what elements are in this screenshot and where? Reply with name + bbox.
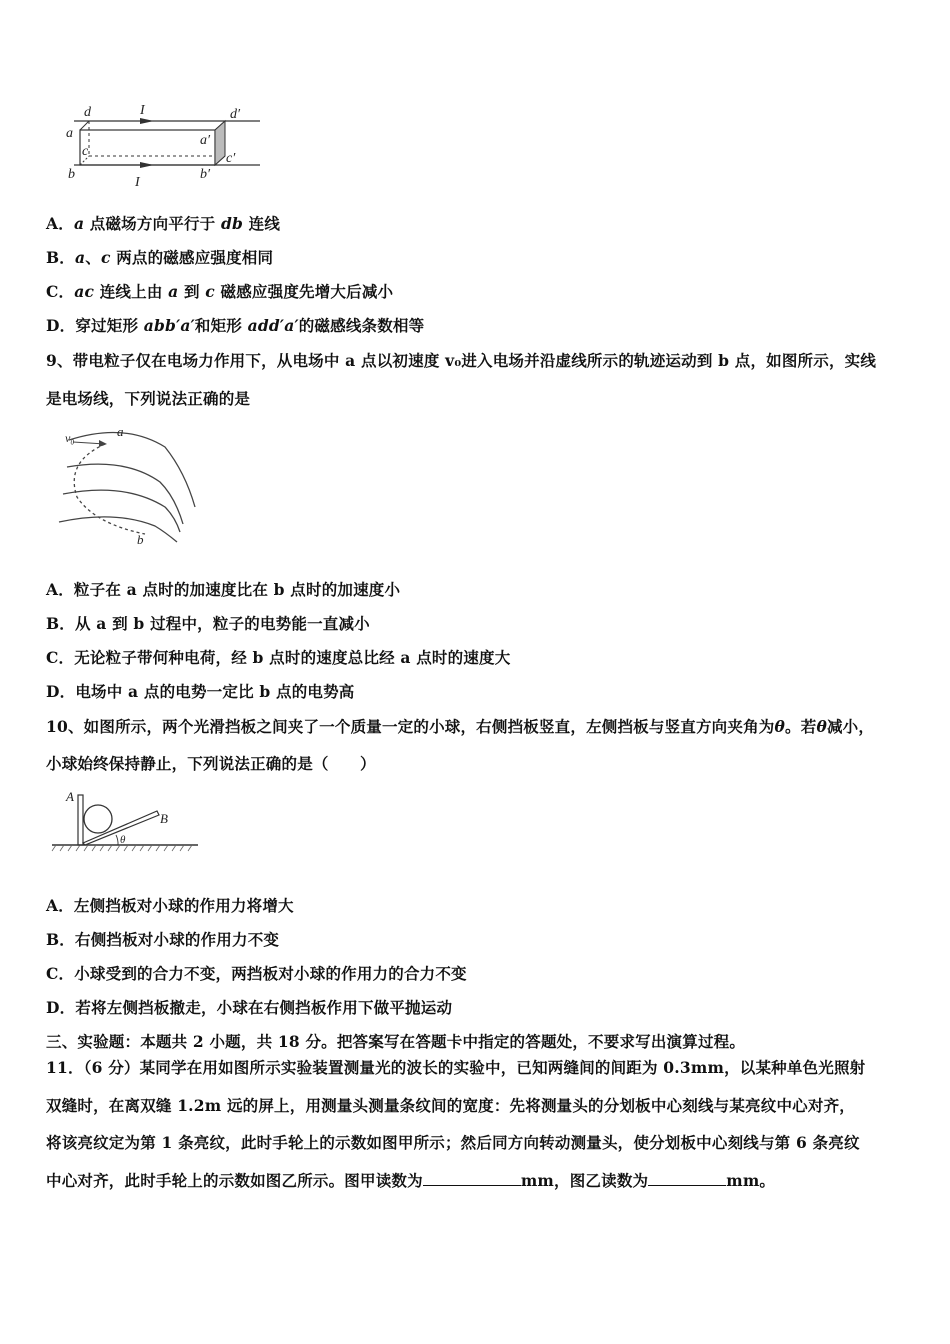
q9-stem-line1: 9、带电粒子仅在电场力作用下，从电场中 a 点以初速度 v₀进入电场并沿虚线所示的轨迹运动到 b 点，如图所示，实线 [46,351,877,370]
q8-label-c-prime: c′ [226,151,236,166]
q8-label-c: c [82,144,89,159]
q8-label-a-prime: a′ [200,133,211,148]
q9-label-v0: v₀ [65,431,75,445]
q8-option-b[interactable]: B．a、c 两点的磁感应强度相同 [46,248,274,267]
q8-label-d-prime: d′ [230,107,241,122]
section3-heading: 三、实验题：本题共 2 小题，共 18 分。把答案写在答题卡中指定的答题处，不要求写出演算过程。 [46,1032,746,1051]
q10-label-theta: θ [120,834,126,846]
q9-figure [55,422,215,552]
q8-label-i-bottom: I [135,175,140,190]
q8-label-b: b [68,167,75,182]
q9-label-b: b [137,532,144,547]
q8-label-i-top: I [140,103,145,118]
q8-option-c[interactable]: C．ac 连线上由 a 到 c 磁感应强度先增大后减小 [46,282,394,301]
q10-option-b[interactable]: B．右侧挡板对小球的作用力不变 [46,930,280,949]
q9-stem-line2: 是电场线，下列说法正确的是 [46,389,251,408]
q9-label-a: a [117,424,124,439]
q10-option-d[interactable]: D．若将左侧挡板撤走，小球在右侧挡板作用下做平抛运动 [46,998,453,1017]
q10-option-a[interactable]: A．左侧挡板对小球的作用力将增大 [46,896,294,915]
q11-line3: 将该亮纹定为第 1 条亮纹，此时手轮上的示数如图甲所示；然后同方向转动测量头，使分划板中心刻线与第 6 条亮纹 [46,1133,860,1152]
q10-option-c[interactable]: C．小球受到的合力不变，两挡板对小球的作用力的合力不变 [46,964,467,983]
q9-option-d[interactable]: D．电场中 a 点的电势一定比 b 点的电势高 [46,682,355,701]
q10-label-a: A [66,789,74,804]
q10-stem-line1: 10、如图所示，两个光滑挡板之间夹了一个质量一定的小球，右侧挡板竖直，左侧挡板与竖直方向夹角为θ。若θ减小， [46,717,875,736]
q9-option-c[interactable]: C．无论粒子带何种电荷，经 b 点时的速度总比经 a 点时的速度大 [46,648,511,667]
q11-answer-blank-1[interactable] [423,1171,521,1186]
q8-label-a: a [66,126,73,141]
q8-label-d: d [84,105,91,120]
q9-option-b[interactable]: B．从 a 到 b 过程中，粒子的电势能一直减小 [46,614,370,633]
q8-figure [60,98,280,193]
q11-answer-blank-2[interactable] [648,1171,726,1186]
q11-line1: 11．（6 分）某同学在用如图所示实验装置测量光的波长的实验中，已知两缝间的间距为 0.3mm，以某种单色光照射 [46,1058,866,1077]
q9-option-a[interactable]: A．粒子在 a 点时的加速度比在 b 点时的加速度小 [46,580,401,599]
q11-line4: 中心对齐，此时手轮上的示数如图乙所示。图甲读数为 mm，图乙读数为 mm。 [46,1171,776,1190]
q10-stem-line2: 小球始终保持静止，下列说法正确的是（ ） [46,754,376,773]
q11-line2: 双缝时，在离双缝 1.2m 远的屏上，用测量头测量条纹间的宽度：先将测量头的分划板中心刻线与某亮纹中心对齐， [46,1096,855,1115]
q8-label-b-prime: b′ [200,167,211,182]
q10-label-b: B [160,811,168,826]
q8-option-a[interactable]: A．a 点磁场方向平行于 db 连线 [46,214,281,233]
q10-figure [50,787,210,862]
q8-option-d[interactable]: D．穿过矩形 abb′a′和矩形 add′a′的磁感线条数相等 [46,316,425,335]
